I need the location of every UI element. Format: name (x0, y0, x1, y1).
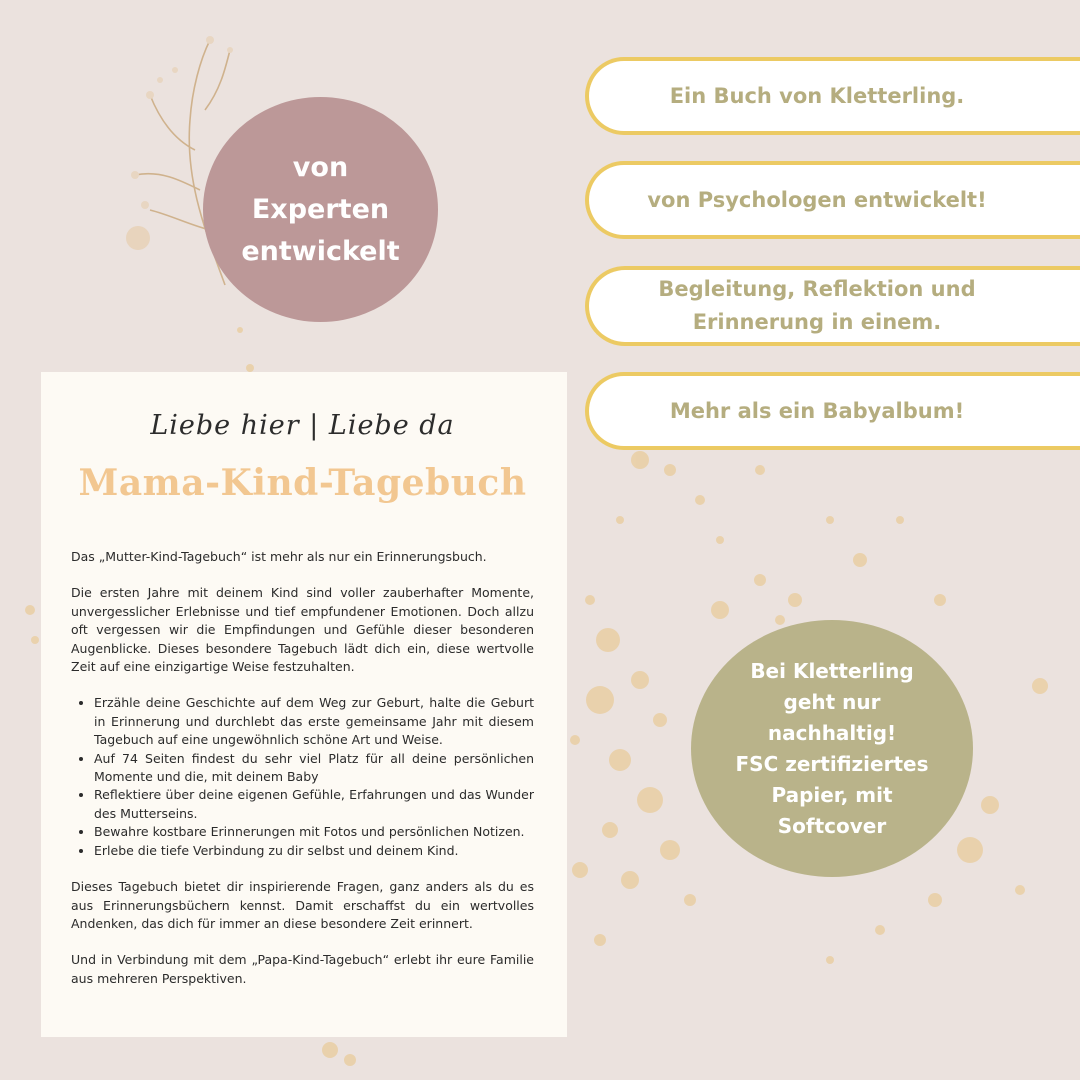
sustainability-badge-line: FSC zertifiziertes (735, 751, 929, 776)
feature-pill-text: Mehr als ein Babyalbum! (669, 398, 965, 423)
feature-list-item: • Bewahre kostbare Erinnerungen mit Fotos und persönlichen Notizen. (94, 823, 534, 841)
sustainability-badge-line: Softcover (777, 813, 887, 838)
product-description-card (41, 372, 567, 1037)
sustainability-badge-line: Bei Kletterling (750, 658, 914, 683)
sustainability-badge-line: Papier, mit (771, 782, 893, 807)
feature-pill-text: von Psychologen entwickelt! (647, 187, 987, 212)
feature-pill-reflection (585, 266, 1080, 346)
feature-list-item: • Auf 74 Seiten findest du sehr viel Platz für all deine persönlichen Momente und die, mit deinem Baby (94, 750, 534, 787)
experts-badge (203, 97, 438, 322)
experts-badge-line: Experten (251, 193, 390, 225)
script-subtitle: Liebe hier | Liebe da (150, 410, 455, 441)
feature-pill-text: Erinnerung in einem. (692, 310, 942, 334)
sustainability-badge-line: geht nur (783, 689, 881, 714)
description-paragraph: Die ersten Jahre mit deinem Kind sind voller zauberhafter Momente, unvergesslicher Erlebnisse und tief empfundener Emotionen. Doch allzu oft vergessen wir die Empfindungen und Gefühle dieser besonderen Augenblicke. Dieses besondere Tagebuch lädt dich ein, diese wertvolle Zeit auf eine einzigartige Weise festzuhalten. (71, 585, 534, 675)
product-title: Mama-Kind-Tagebuch (78, 462, 527, 504)
description-body (71, 548, 534, 988)
feature-list-item: • Erzähle deine Geschichte auf dem Weg zur Geburt, halte die Geburt in Erinnerung und durchlebt das erste gemeinsame Jahr mit diesem Tagebuch auf eine ungewöhnlich schöne Art und Weise. (94, 694, 534, 749)
feature-pill-kletterling (585, 57, 1080, 135)
feature-pill-text: Ein Buch von Kletterling. (669, 83, 965, 108)
feature-pill-psychologists (585, 161, 1080, 239)
feature-pill-text: Begleitung, Reflektion und (658, 277, 976, 301)
description-paragraph: Dieses Tagebuch bietet dir inspirierende Fragen, ganz anders als du es aus Erinnerungsbüchern kennst. Damit erschaffst du ein wertvolles Andenken, das dich für immer an diese besondere Zeit erinnert. (71, 879, 534, 931)
description-paragraph: Und in Verbindung mit dem „Papa-Kind-Tagebuch“ erlebt ihr eure Familie aus mehreren Perspektiven. (71, 952, 534, 986)
experts-badge-line: von (292, 151, 349, 183)
feature-list-item: • Reflektiere über deine eigenen Gefühle, Erfahrungen und das Wunder des Mutterseins. (94, 786, 534, 823)
sustainability-badge (691, 620, 973, 877)
experts-badge-line: entwickelt (241, 235, 400, 267)
intro-paragraph: Das „Mutter-Kind-Tagebuch“ ist mehr als nur ein Erinnerungsbuch. (71, 549, 487, 564)
feature-pill-babyalbum (585, 372, 1080, 450)
sustainability-badge-line: nachhaltig! (767, 720, 897, 745)
feature-list (71, 694, 534, 860)
feature-list-item: • Erlebe die tiefe Verbindung zu dir selbst und deinem Kind. (94, 842, 534, 860)
